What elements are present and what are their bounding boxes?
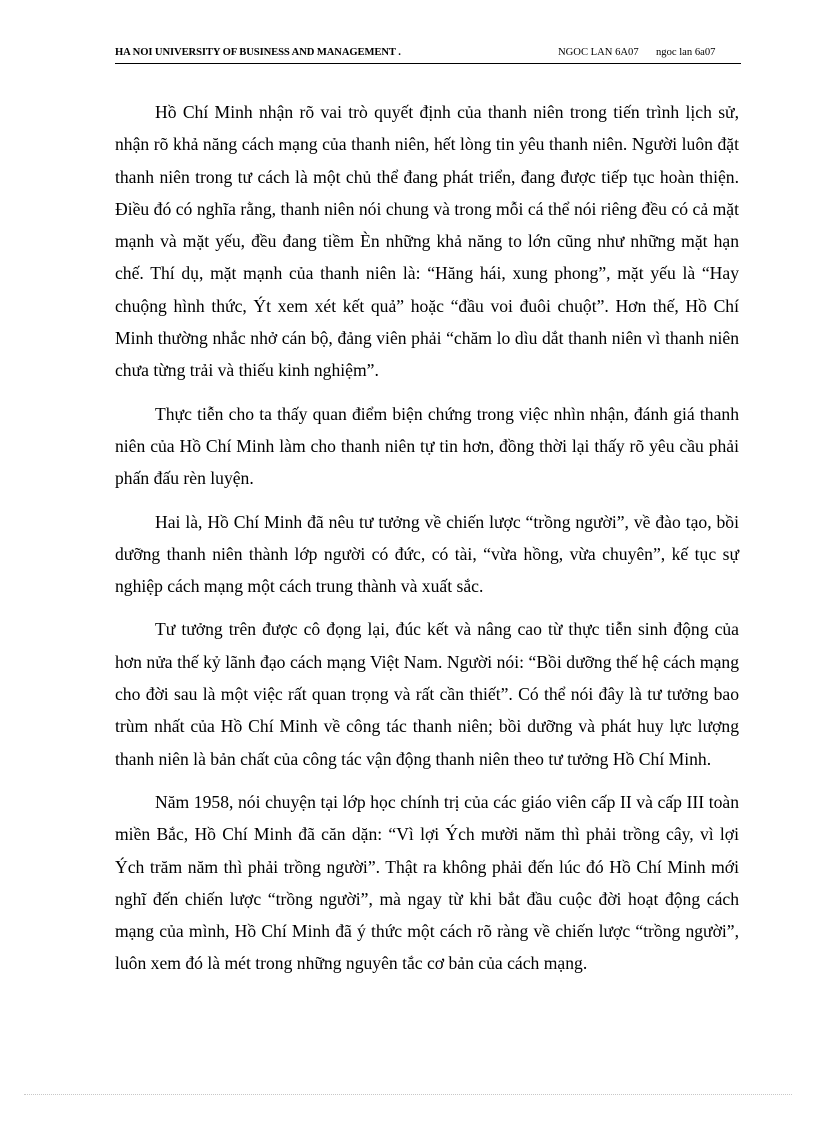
paragraph-3: Hai là, Hồ Chí Minh đã nêu tư tưởng về chiến lược “trồng người”, về đào tạo, bồi dưỡng thanh niên thành lớp người có đức, có tài, “vừa hồng, vừa chuyên”, kế tục sự nghiệp cách mạng một cách trung thành và xuất sắc. (115, 511, 739, 597)
paragraph-4: Tư tưởng trên được cô đọng lại, đúc kết và nâng cao từ thực tiễn sinh động của hơn nửa thế kỷ lãnh đạo cách mạng Việt Nam. Người nói: “Bồi dưỡng thế hệ cách mạng cho đời sau là một việc rất quan trọng và rất cần thiết”. Có thể nói đây là tư tưởng bao trùm nhất của Hồ Chí Minh về công tác thanh niên; bồi dưỡng và phát huy lực lượng thanh niên là bản chất của công tác vận động thanh niên theo tư tưởng Hồ Chí Minh. (115, 619, 739, 769)
header-university: HA NOI UNIVERSITY OF BUSINESS AND MANAGEMENT . (115, 47, 401, 58)
header-author: NGOC LAN 6A07 (558, 47, 639, 58)
page-header (115, 45, 741, 64)
paragraph-1: Hồ Chí Minh nhận rõ vai trò quyết định của thanh niên trong tiến trình lịch sử, nhận rõ khả năng cách mạng của thanh niên, hết lòng tin yêu thanh niên. Người luôn đặt thanh niên trong tư cách là một chủ thể đang phát triển, đang được tiếp tục hoàn thiện. Điều đó có nghĩa rằng, thanh niên nói chung và trong mỗi cá thể nói riêng đều có cả mặt mạnh và mặt yếu, đều đang tiềm Èn những khả năng to lớn cũng như những mặt hạn chế. Thí dụ, mặt mạnh của thanh niên là: “Hăng hái, xung phong”, mặt yếu là “Hay chuộng hình thức, Ýt xem xét kết quả” hoặc “đầu voi đuôi chuột”. Hơn thế, Hồ Chí Minh thường nhắc nhở cán bộ, đảng viên phải “chăm lo dìu dắt thanh niên vì thanh niên chưa từng trải và thiếu kinh nghiệm”. (115, 102, 739, 381)
document-body (115, 96, 739, 991)
header-author-lowercase: ngoc lan 6a07 (656, 47, 716, 58)
page-bottom-divider (24, 1094, 792, 1095)
paragraph-5: Năm 1958, nói chuyện tại lớp học chính trị của các giáo viên cấp II và cấp III toàn miền Bắc, Hồ Chí Minh đã căn dặn: “Vì lợi Ých mười năm thì phải trồng cây, vì lợi Ých trăm năm thì phải trồng người”. Thật ra không phải đến lúc đó Hồ Chí Minh mới nghĩ đến chiến lược “trồng người”, mà ngay từ khi bắt đầu cuộc đời hoạt động cách mạng của mình, Hồ Chí Minh đã ý thức một cách rõ ràng về chiến lược “trồng người”, luôn xem đó là mét trong những nguyên tắc cơ bản của cách mạng. (115, 791, 739, 974)
paragraph-2: Thực tiễn cho ta thấy quan điểm biện chứng trong việc nhìn nhận, đánh giá thanh niên của Hồ Chí Minh làm cho thanh niên tự tin hơn, đồng thời lại thấy rõ yêu cầu phải phấn đấu rèn luyện. (115, 403, 739, 489)
